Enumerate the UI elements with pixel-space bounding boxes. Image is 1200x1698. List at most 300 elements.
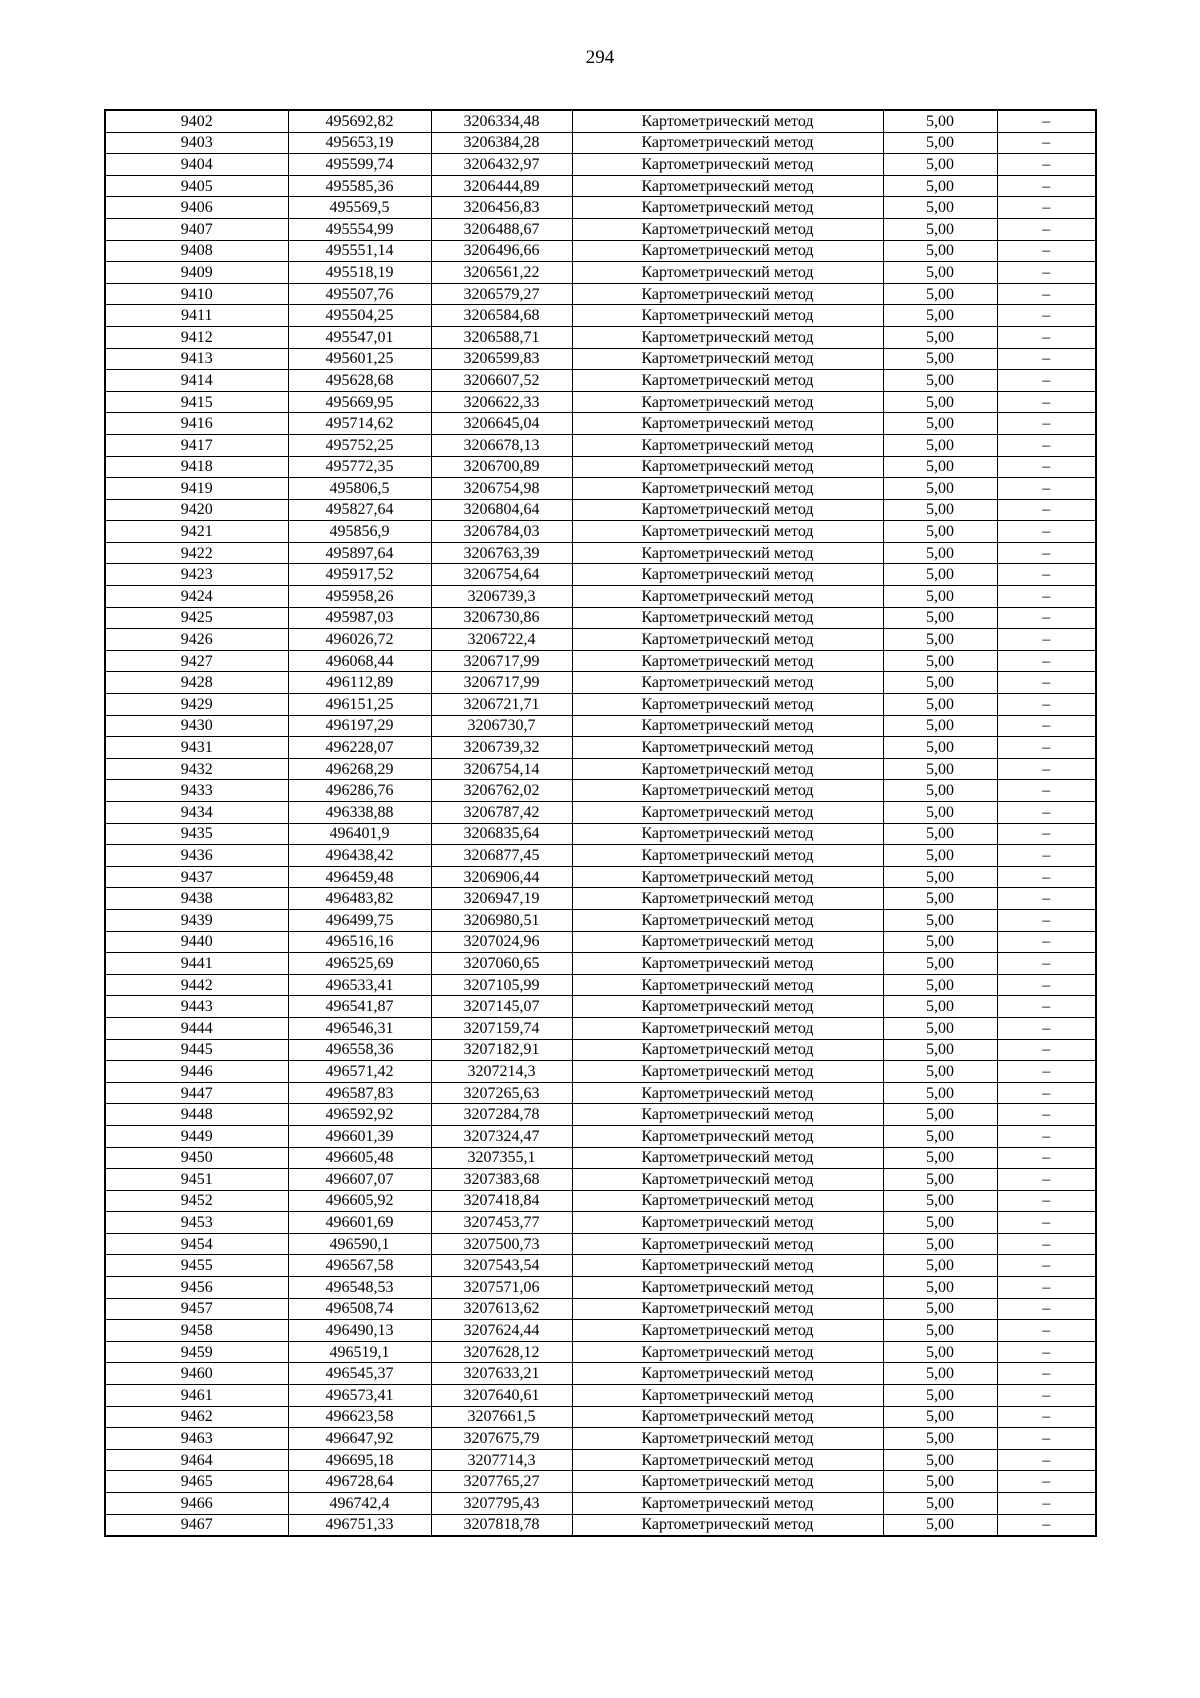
description-cell: – bbox=[997, 672, 1096, 694]
y-coordinate-cell: 3207024,96 bbox=[431, 931, 572, 953]
description-cell: – bbox=[997, 758, 1096, 780]
method-cell: Картометрический метод bbox=[572, 1017, 883, 1039]
point-number-cell: 9404 bbox=[105, 154, 288, 176]
point-number-cell: 9406 bbox=[105, 197, 288, 219]
table-row bbox=[105, 348, 1096, 370]
description-cell: – bbox=[997, 521, 1096, 543]
table-row bbox=[105, 197, 1096, 219]
point-number-cell: 9448 bbox=[105, 1104, 288, 1126]
method-cell: Картометрический метод bbox=[572, 1061, 883, 1083]
accuracy-cell: 5,00 bbox=[883, 672, 997, 694]
method-cell: Картометрический метод bbox=[572, 175, 883, 197]
accuracy-cell: 5,00 bbox=[883, 1493, 997, 1515]
description-cell: – bbox=[997, 110, 1096, 132]
x-coordinate-cell: 496338,88 bbox=[288, 802, 431, 824]
x-coordinate-cell: 495669,95 bbox=[288, 391, 431, 413]
x-coordinate-cell: 496605,48 bbox=[288, 1147, 431, 1169]
x-coordinate-cell: 495987,03 bbox=[288, 607, 431, 629]
y-coordinate-cell: 3206432,97 bbox=[431, 154, 572, 176]
description-cell: – bbox=[997, 1406, 1096, 1428]
table-row bbox=[105, 564, 1096, 586]
y-coordinate-cell: 3207543,54 bbox=[431, 1255, 572, 1277]
y-coordinate-cell: 3207765,27 bbox=[431, 1471, 572, 1493]
table-row bbox=[105, 218, 1096, 240]
y-coordinate-cell: 3206717,99 bbox=[431, 650, 572, 672]
description-cell: – bbox=[997, 197, 1096, 219]
y-coordinate-cell: 3206730,86 bbox=[431, 607, 572, 629]
y-coordinate-cell: 3207795,43 bbox=[431, 1493, 572, 1515]
description-cell: – bbox=[997, 1493, 1096, 1515]
method-cell: Картометрический метод bbox=[572, 391, 883, 413]
description-cell: – bbox=[997, 780, 1096, 802]
point-number-cell: 9460 bbox=[105, 1363, 288, 1385]
y-coordinate-cell: 3206730,7 bbox=[431, 715, 572, 737]
point-number-cell: 9455 bbox=[105, 1255, 288, 1277]
method-cell: Картометрический метод bbox=[572, 1255, 883, 1277]
y-coordinate-cell: 3206700,89 bbox=[431, 456, 572, 478]
point-number-cell: 9423 bbox=[105, 564, 288, 586]
method-cell: Картометрический метод bbox=[572, 909, 883, 931]
point-number-cell: 9449 bbox=[105, 1125, 288, 1147]
x-coordinate-cell: 495714,62 bbox=[288, 413, 431, 435]
accuracy-cell: 5,00 bbox=[883, 326, 997, 348]
point-number-cell: 9410 bbox=[105, 283, 288, 305]
table-row bbox=[105, 1255, 1096, 1277]
method-cell: Картометрический метод bbox=[572, 1471, 883, 1493]
point-number-cell: 9454 bbox=[105, 1233, 288, 1255]
accuracy-cell: 5,00 bbox=[883, 1233, 997, 1255]
point-number-cell: 9437 bbox=[105, 866, 288, 888]
x-coordinate-cell: 496112,89 bbox=[288, 672, 431, 694]
accuracy-cell: 5,00 bbox=[883, 240, 997, 262]
y-coordinate-cell: 3207661,5 bbox=[431, 1406, 572, 1428]
description-cell: – bbox=[997, 845, 1096, 867]
table-row bbox=[105, 715, 1096, 737]
point-number-cell: 9426 bbox=[105, 629, 288, 651]
accuracy-cell: 5,00 bbox=[883, 1082, 997, 1104]
x-coordinate-cell: 495856,9 bbox=[288, 521, 431, 543]
description-cell: – bbox=[997, 1471, 1096, 1493]
table-row bbox=[105, 996, 1096, 1018]
description-cell: – bbox=[997, 974, 1096, 996]
accuracy-cell: 5,00 bbox=[883, 305, 997, 327]
table-row bbox=[105, 1082, 1096, 1104]
accuracy-cell: 5,00 bbox=[883, 370, 997, 392]
accuracy-cell: 5,00 bbox=[883, 888, 997, 910]
accuracy-cell: 5,00 bbox=[883, 197, 997, 219]
y-coordinate-cell: 3207714,3 bbox=[431, 1449, 572, 1471]
method-cell: Картометрический метод bbox=[572, 802, 883, 824]
point-number-cell: 9444 bbox=[105, 1017, 288, 1039]
x-coordinate-cell: 496590,1 bbox=[288, 1233, 431, 1255]
x-coordinate-cell: 496401,9 bbox=[288, 823, 431, 845]
method-cell: Картометрический метод bbox=[572, 629, 883, 651]
method-cell: Картометрический метод bbox=[572, 1169, 883, 1191]
x-coordinate-cell: 495518,19 bbox=[288, 262, 431, 284]
accuracy-cell: 5,00 bbox=[883, 1212, 997, 1234]
accuracy-cell: 5,00 bbox=[883, 499, 997, 521]
accuracy-cell: 5,00 bbox=[883, 542, 997, 564]
table-row bbox=[105, 1471, 1096, 1493]
method-cell: Картометрический метод bbox=[572, 866, 883, 888]
table-row bbox=[105, 1298, 1096, 1320]
table-row bbox=[105, 283, 1096, 305]
y-coordinate-cell: 3207159,74 bbox=[431, 1017, 572, 1039]
point-number-cell: 9417 bbox=[105, 434, 288, 456]
table-row bbox=[105, 434, 1096, 456]
method-cell: Картометрический метод bbox=[572, 931, 883, 953]
x-coordinate-cell: 495547,01 bbox=[288, 326, 431, 348]
point-number-cell: 9422 bbox=[105, 542, 288, 564]
y-coordinate-cell: 3207633,21 bbox=[431, 1363, 572, 1385]
method-cell: Картометрический метод bbox=[572, 456, 883, 478]
point-number-cell: 9425 bbox=[105, 607, 288, 629]
accuracy-cell: 5,00 bbox=[883, 1385, 997, 1407]
method-cell: Картометрический метод bbox=[572, 1212, 883, 1234]
page-number: 294 bbox=[585, 47, 615, 68]
point-number-cell: 9431 bbox=[105, 737, 288, 759]
method-cell: Картометрический метод bbox=[572, 154, 883, 176]
y-coordinate-cell: 3207500,73 bbox=[431, 1233, 572, 1255]
method-cell: Картометрический метод bbox=[572, 1341, 883, 1363]
point-number-cell: 9430 bbox=[105, 715, 288, 737]
point-number-cell: 9446 bbox=[105, 1061, 288, 1083]
accuracy-cell: 5,00 bbox=[883, 1255, 997, 1277]
accuracy-cell: 5,00 bbox=[883, 802, 997, 824]
point-number-cell: 9427 bbox=[105, 650, 288, 672]
accuracy-cell: 5,00 bbox=[883, 650, 997, 672]
table-row bbox=[105, 1514, 1096, 1536]
method-cell: Картометрический метод bbox=[572, 607, 883, 629]
x-coordinate-cell: 495601,25 bbox=[288, 348, 431, 370]
method-cell: Картометрический метод bbox=[572, 1514, 883, 1536]
y-coordinate-cell: 3207675,79 bbox=[431, 1428, 572, 1450]
y-coordinate-cell: 3207624,44 bbox=[431, 1320, 572, 1342]
description-cell: – bbox=[997, 499, 1096, 521]
accuracy-cell: 5,00 bbox=[883, 1190, 997, 1212]
method-cell: Картометрический метод bbox=[572, 478, 883, 500]
y-coordinate-cell: 3206721,71 bbox=[431, 694, 572, 716]
table-row bbox=[105, 1147, 1096, 1169]
x-coordinate-cell: 495692,82 bbox=[288, 110, 431, 132]
x-coordinate-cell: 496519,1 bbox=[288, 1341, 431, 1363]
accuracy-cell: 5,00 bbox=[883, 478, 997, 500]
table-row bbox=[105, 175, 1096, 197]
accuracy-cell: 5,00 bbox=[883, 629, 997, 651]
x-coordinate-cell: 495653,19 bbox=[288, 132, 431, 154]
point-number-cell: 9465 bbox=[105, 1471, 288, 1493]
accuracy-cell: 5,00 bbox=[883, 283, 997, 305]
x-coordinate-cell: 495554,99 bbox=[288, 218, 431, 240]
method-cell: Картометрический метод bbox=[572, 694, 883, 716]
x-coordinate-cell: 496516,16 bbox=[288, 931, 431, 953]
accuracy-cell: 5,00 bbox=[883, 1341, 997, 1363]
accuracy-cell: 5,00 bbox=[883, 694, 997, 716]
accuracy-cell: 5,00 bbox=[883, 175, 997, 197]
accuracy-cell: 5,00 bbox=[883, 564, 997, 586]
y-coordinate-cell: 3207284,78 bbox=[431, 1104, 572, 1126]
table-row bbox=[105, 758, 1096, 780]
description-cell: – bbox=[997, 694, 1096, 716]
y-coordinate-cell: 3207613,62 bbox=[431, 1298, 572, 1320]
description-cell: – bbox=[997, 240, 1096, 262]
method-cell: Картометрический метод bbox=[572, 737, 883, 759]
point-number-cell: 9451 bbox=[105, 1169, 288, 1191]
description-cell: – bbox=[997, 434, 1096, 456]
x-coordinate-cell: 495917,52 bbox=[288, 564, 431, 586]
y-coordinate-cell: 3206496,66 bbox=[431, 240, 572, 262]
x-coordinate-cell: 496567,58 bbox=[288, 1255, 431, 1277]
method-cell: Картометрический метод bbox=[572, 672, 883, 694]
point-number-cell: 9443 bbox=[105, 996, 288, 1018]
description-cell: – bbox=[997, 1341, 1096, 1363]
description-cell: – bbox=[997, 715, 1096, 737]
y-coordinate-cell: 3207571,06 bbox=[431, 1277, 572, 1299]
description-cell: – bbox=[997, 542, 1096, 564]
method-cell: Картометрический метод bbox=[572, 974, 883, 996]
table-row bbox=[105, 240, 1096, 262]
y-coordinate-cell: 3206739,3 bbox=[431, 586, 572, 608]
description-cell: – bbox=[997, 1514, 1096, 1536]
y-coordinate-cell: 3206678,13 bbox=[431, 434, 572, 456]
point-number-cell: 9408 bbox=[105, 240, 288, 262]
point-number-cell: 9464 bbox=[105, 1449, 288, 1471]
x-coordinate-cell: 496068,44 bbox=[288, 650, 431, 672]
point-number-cell: 9403 bbox=[105, 132, 288, 154]
description-cell: – bbox=[997, 1385, 1096, 1407]
y-coordinate-cell: 3206787,42 bbox=[431, 802, 572, 824]
y-coordinate-cell: 3206835,64 bbox=[431, 823, 572, 845]
y-coordinate-cell: 3207105,99 bbox=[431, 974, 572, 996]
method-cell: Картометрический метод bbox=[572, 413, 883, 435]
x-coordinate-cell: 496587,83 bbox=[288, 1082, 431, 1104]
point-number-cell: 9407 bbox=[105, 218, 288, 240]
description-cell: – bbox=[997, 1212, 1096, 1234]
point-number-cell: 9413 bbox=[105, 348, 288, 370]
description-cell: – bbox=[997, 1125, 1096, 1147]
x-coordinate-cell: 496483,82 bbox=[288, 888, 431, 910]
y-coordinate-cell: 3206384,28 bbox=[431, 132, 572, 154]
y-coordinate-cell: 3206717,99 bbox=[431, 672, 572, 694]
table-row bbox=[105, 737, 1096, 759]
description-cell: – bbox=[997, 802, 1096, 824]
x-coordinate-cell: 496607,07 bbox=[288, 1169, 431, 1191]
x-coordinate-cell: 496268,29 bbox=[288, 758, 431, 780]
table-row bbox=[105, 629, 1096, 651]
description-cell: – bbox=[997, 953, 1096, 975]
x-coordinate-cell: 496197,29 bbox=[288, 715, 431, 737]
table-row bbox=[105, 1385, 1096, 1407]
y-coordinate-cell: 3206980,51 bbox=[431, 909, 572, 931]
y-coordinate-cell: 3206622,33 bbox=[431, 391, 572, 413]
description-cell: – bbox=[997, 1320, 1096, 1342]
table-row bbox=[105, 974, 1096, 996]
accuracy-cell: 5,00 bbox=[883, 1449, 997, 1471]
x-coordinate-cell: 496728,64 bbox=[288, 1471, 431, 1493]
accuracy-cell: 5,00 bbox=[883, 758, 997, 780]
description-cell: – bbox=[997, 1039, 1096, 1061]
table-row bbox=[105, 1169, 1096, 1191]
table-row bbox=[105, 1341, 1096, 1363]
y-coordinate-cell: 3207383,68 bbox=[431, 1169, 572, 1191]
point-number-cell: 9456 bbox=[105, 1277, 288, 1299]
table-row bbox=[105, 909, 1096, 931]
x-coordinate-cell: 496742,4 bbox=[288, 1493, 431, 1515]
description-cell: – bbox=[997, 1061, 1096, 1083]
description-cell: – bbox=[997, 370, 1096, 392]
point-number-cell: 9429 bbox=[105, 694, 288, 716]
x-coordinate-cell: 496601,69 bbox=[288, 1212, 431, 1234]
method-cell: Картометрический метод bbox=[572, 1363, 883, 1385]
description-cell: – bbox=[997, 391, 1096, 413]
description-cell: – bbox=[997, 262, 1096, 284]
table-row bbox=[105, 110, 1096, 132]
x-coordinate-cell: 496525,69 bbox=[288, 953, 431, 975]
method-cell: Картометрический метод bbox=[572, 845, 883, 867]
method-cell: Картометрический метод bbox=[572, 1104, 883, 1126]
method-cell: Картометрический метод bbox=[572, 283, 883, 305]
accuracy-cell: 5,00 bbox=[883, 780, 997, 802]
table-row bbox=[105, 888, 1096, 910]
description-cell: – bbox=[997, 586, 1096, 608]
description-cell: – bbox=[997, 1169, 1096, 1191]
method-cell: Картометрический метод bbox=[572, 586, 883, 608]
x-coordinate-cell: 496601,39 bbox=[288, 1125, 431, 1147]
accuracy-cell: 5,00 bbox=[883, 154, 997, 176]
method-cell: Картометрический метод bbox=[572, 1082, 883, 1104]
description-cell: – bbox=[997, 326, 1096, 348]
x-coordinate-cell: 496623,58 bbox=[288, 1406, 431, 1428]
description-cell: – bbox=[997, 154, 1096, 176]
y-coordinate-cell: 3206762,02 bbox=[431, 780, 572, 802]
accuracy-cell: 5,00 bbox=[883, 866, 997, 888]
table-row bbox=[105, 542, 1096, 564]
table-row bbox=[105, 953, 1096, 975]
table-row bbox=[105, 1493, 1096, 1515]
description-cell: – bbox=[997, 283, 1096, 305]
method-cell: Картометрический метод bbox=[572, 1233, 883, 1255]
accuracy-cell: 5,00 bbox=[883, 1514, 997, 1536]
accuracy-cell: 5,00 bbox=[883, 909, 997, 931]
x-coordinate-cell: 496490,13 bbox=[288, 1320, 431, 1342]
point-number-cell: 9441 bbox=[105, 953, 288, 975]
description-cell: – bbox=[997, 478, 1096, 500]
y-coordinate-cell: 3206588,71 bbox=[431, 326, 572, 348]
description-cell: – bbox=[997, 888, 1096, 910]
accuracy-cell: 5,00 bbox=[883, 1298, 997, 1320]
point-number-cell: 9409 bbox=[105, 262, 288, 284]
table-row bbox=[105, 586, 1096, 608]
x-coordinate-cell: 496558,36 bbox=[288, 1039, 431, 1061]
point-number-cell: 9421 bbox=[105, 521, 288, 543]
table-row bbox=[105, 499, 1096, 521]
x-coordinate-cell: 496151,25 bbox=[288, 694, 431, 716]
method-cell: Картометрический метод bbox=[572, 1428, 883, 1450]
description-cell: – bbox=[997, 1428, 1096, 1450]
accuracy-cell: 5,00 bbox=[883, 1320, 997, 1342]
accuracy-cell: 5,00 bbox=[883, 1104, 997, 1126]
accuracy-cell: 5,00 bbox=[883, 218, 997, 240]
x-coordinate-cell: 496499,75 bbox=[288, 909, 431, 931]
x-coordinate-cell: 496605,92 bbox=[288, 1190, 431, 1212]
accuracy-cell: 5,00 bbox=[883, 586, 997, 608]
table-row bbox=[105, 931, 1096, 953]
point-number-cell: 9442 bbox=[105, 974, 288, 996]
y-coordinate-cell: 3206579,27 bbox=[431, 283, 572, 305]
description-cell: – bbox=[997, 348, 1096, 370]
x-coordinate-cell: 496459,48 bbox=[288, 866, 431, 888]
point-number-cell: 9402 bbox=[105, 110, 288, 132]
x-coordinate-cell: 496533,41 bbox=[288, 974, 431, 996]
method-cell: Картометрический метод bbox=[572, 305, 883, 327]
description-cell: – bbox=[997, 909, 1096, 931]
y-coordinate-cell: 3206763,39 bbox=[431, 542, 572, 564]
point-number-cell: 9453 bbox=[105, 1212, 288, 1234]
y-coordinate-cell: 3206456,83 bbox=[431, 197, 572, 219]
y-coordinate-cell: 3207818,78 bbox=[431, 1514, 572, 1536]
description-cell: – bbox=[997, 650, 1096, 672]
table-row bbox=[105, 1017, 1096, 1039]
y-coordinate-cell: 3206784,03 bbox=[431, 521, 572, 543]
method-cell: Картометрический метод bbox=[572, 326, 883, 348]
y-coordinate-cell: 3206444,89 bbox=[431, 175, 572, 197]
table-row bbox=[105, 1039, 1096, 1061]
table-row bbox=[105, 305, 1096, 327]
table-row bbox=[105, 1212, 1096, 1234]
table-row bbox=[105, 521, 1096, 543]
point-number-cell: 9445 bbox=[105, 1039, 288, 1061]
method-cell: Картометрический метод bbox=[572, 262, 883, 284]
method-cell: Картометрический метод bbox=[572, 1298, 883, 1320]
table-row bbox=[105, 1363, 1096, 1385]
description-cell: – bbox=[997, 1190, 1096, 1212]
accuracy-cell: 5,00 bbox=[883, 521, 997, 543]
x-coordinate-cell: 496573,41 bbox=[288, 1385, 431, 1407]
y-coordinate-cell: 3206906,44 bbox=[431, 866, 572, 888]
table-row bbox=[105, 694, 1096, 716]
method-cell: Картометрический метод bbox=[572, 1125, 883, 1147]
accuracy-cell: 5,00 bbox=[883, 996, 997, 1018]
table-row bbox=[105, 1233, 1096, 1255]
description-cell: – bbox=[997, 1147, 1096, 1169]
method-cell: Картометрический метод bbox=[572, 218, 883, 240]
accuracy-cell: 5,00 bbox=[883, 262, 997, 284]
y-coordinate-cell: 3206334,48 bbox=[431, 110, 572, 132]
description-cell: – bbox=[997, 564, 1096, 586]
point-number-cell: 9434 bbox=[105, 802, 288, 824]
x-coordinate-cell: 495752,25 bbox=[288, 434, 431, 456]
method-cell: Картометрический метод bbox=[572, 758, 883, 780]
point-number-cell: 9411 bbox=[105, 305, 288, 327]
description-cell: – bbox=[997, 1449, 1096, 1471]
method-cell: Картометрический метод bbox=[572, 1406, 883, 1428]
description-cell: – bbox=[997, 737, 1096, 759]
x-coordinate-cell: 496026,72 bbox=[288, 629, 431, 651]
description-cell: – bbox=[997, 1298, 1096, 1320]
method-cell: Картометрический метод bbox=[572, 197, 883, 219]
point-number-cell: 9439 bbox=[105, 909, 288, 931]
table-row bbox=[105, 802, 1096, 824]
point-number-cell: 9416 bbox=[105, 413, 288, 435]
accuracy-cell: 5,00 bbox=[883, 1277, 997, 1299]
table-row bbox=[105, 1125, 1096, 1147]
x-coordinate-cell: 495958,26 bbox=[288, 586, 431, 608]
description-cell: – bbox=[997, 607, 1096, 629]
point-number-cell: 9438 bbox=[105, 888, 288, 910]
table-row bbox=[105, 866, 1096, 888]
description-cell: – bbox=[997, 1277, 1096, 1299]
accuracy-cell: 5,00 bbox=[883, 132, 997, 154]
